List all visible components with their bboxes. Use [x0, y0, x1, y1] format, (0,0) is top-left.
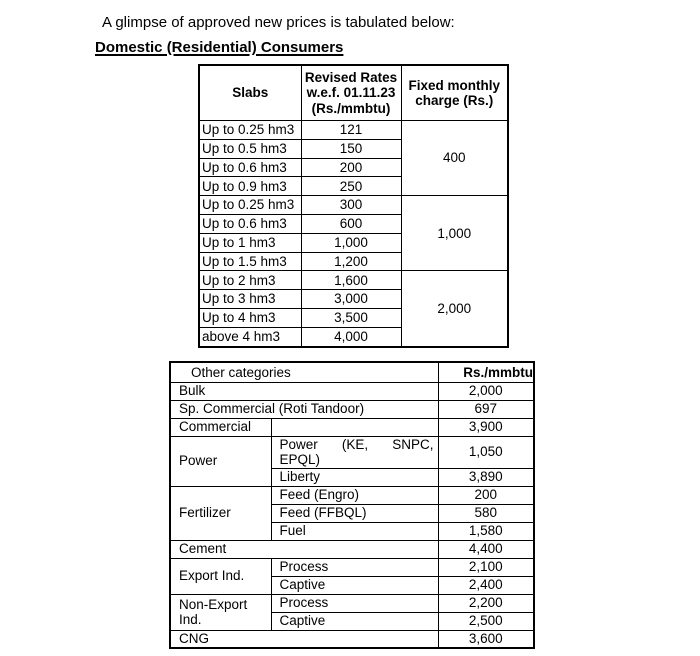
slab-cell: Up to 0.5 hm3: [199, 139, 301, 158]
value-cell: 1,050: [438, 436, 534, 468]
slab-cell: Up to 0.6 hm3: [199, 158, 301, 177]
value-cell: 3,900: [438, 418, 534, 436]
domestic-prices-table: [198, 64, 509, 348]
category-cell: Commercial: [170, 418, 271, 436]
value-cell: 1,580: [438, 522, 534, 540]
subcategory-cell: Feed (Engro): [271, 486, 438, 504]
rate-cell: 3,500: [301, 308, 401, 327]
subcategory-cell: Liberty: [271, 468, 438, 486]
subcategory-cell: Fuel: [271, 522, 438, 540]
value-cell: 2,000: [438, 382, 534, 400]
category-cell: Bulk: [170, 382, 438, 400]
unit-header: Rs./mmbtu: [438, 362, 534, 382]
revised-rates-line: (Rs./mmbtu): [311, 100, 391, 116]
table-row: [170, 382, 534, 400]
slab-cell: Up to 0.25 hm3: [199, 121, 301, 140]
slab-cell: Up to 1 hm3: [199, 233, 301, 252]
slab-cell: Up to 0.9 hm3: [199, 177, 301, 196]
fixed-charge-cell: 2,000: [401, 271, 508, 347]
rate-cell: 150: [301, 139, 401, 158]
other-categories-header: Other categories: [170, 362, 438, 382]
value-cell: 580: [438, 504, 534, 522]
section-heading: Domestic (Residential) Consumers: [95, 39, 344, 56]
table-row: [170, 630, 534, 648]
subcategory-cell: Captive: [271, 612, 438, 630]
rate-cell: 300: [301, 196, 401, 215]
value-cell: 2,500: [438, 612, 534, 630]
revised-rates-line: w.e.f. 01.11.23: [306, 85, 396, 101]
slab-cell: Up to 3 hm3: [199, 290, 301, 309]
slab-cell: Up to 4 hm3: [199, 308, 301, 327]
rate-cell: 3,000: [301, 290, 401, 309]
revised-rates-header: [301, 65, 401, 121]
value-cell: 697: [438, 400, 534, 418]
category-cell: Cement: [170, 540, 438, 558]
subcategory-line: Power (KE, SNPC,: [279, 436, 434, 452]
subcategory-cell: Process: [271, 594, 438, 612]
rate-cell: 1,200: [301, 252, 401, 271]
table-row: [170, 594, 534, 612]
subcategory-line: EPQL): [279, 452, 321, 467]
empty-cell: [271, 418, 438, 436]
other-categories-table: [169, 361, 535, 649]
subcategory-cell: Process: [271, 558, 438, 576]
value-cell: 2,400: [438, 576, 534, 594]
category-cell: Sp. Commercial (Roti Tandoor): [170, 400, 438, 418]
revised-rates-line: Revised Rates: [304, 69, 398, 85]
table-row: [170, 540, 534, 558]
intro-text: A glimpse of approved new prices is tabulated below:: [102, 14, 455, 31]
group-cell: Non-Export Ind.: [170, 594, 271, 630]
fixed-charge-cell: 400: [401, 121, 508, 196]
table-row: [199, 271, 508, 290]
slabs-header: Slabs: [199, 65, 301, 121]
slab-cell: Up to 0.25 hm3: [199, 196, 301, 215]
table-row: [170, 436, 534, 468]
value-cell: 3,890: [438, 468, 534, 486]
rate-cell: 250: [301, 177, 401, 196]
value-cell: 3,600: [438, 630, 534, 648]
group-cell: Power: [170, 436, 271, 486]
value-cell: 2,200: [438, 594, 534, 612]
group-cell: Fertilizer: [170, 486, 271, 540]
subcategory-cell: Captive: [271, 576, 438, 594]
fixed-charge-line: charge (Rs.): [415, 93, 494, 108]
slab-cell: above 4 hm3: [199, 327, 301, 346]
table-row: [199, 121, 508, 140]
fixed-charge-line: Fixed monthly: [408, 77, 500, 93]
table-header-row: [170, 362, 534, 382]
rate-cell: 1,600: [301, 271, 401, 290]
slab-cell: Up to 2 hm3: [199, 271, 301, 290]
table-row: [170, 558, 534, 576]
value-cell: 2,100: [438, 558, 534, 576]
value-cell: 200: [438, 486, 534, 504]
table-row: [170, 418, 534, 436]
rate-cell: 121: [301, 121, 401, 140]
slab-cell: Up to 0.6 hm3: [199, 214, 301, 233]
table-row: [170, 486, 534, 504]
rate-cell: 4,000: [301, 327, 401, 346]
fixed-charge-cell: 1,000: [401, 196, 508, 271]
rate-cell: 1,000: [301, 233, 401, 252]
table-row: [199, 196, 508, 215]
fixed-charge-header: [401, 65, 508, 121]
group-cell: Export Ind.: [170, 558, 271, 594]
subcategory-cell: [271, 436, 438, 468]
value-cell: 4,400: [438, 540, 534, 558]
slab-cell: Up to 1.5 hm3: [199, 252, 301, 271]
table-row: [170, 400, 534, 418]
rate-cell: 600: [301, 214, 401, 233]
subcategory-cell: Feed (FFBQL): [271, 504, 438, 522]
table-header-row: [199, 65, 508, 121]
rate-cell: 200: [301, 158, 401, 177]
category-cell: CNG: [170, 630, 438, 648]
